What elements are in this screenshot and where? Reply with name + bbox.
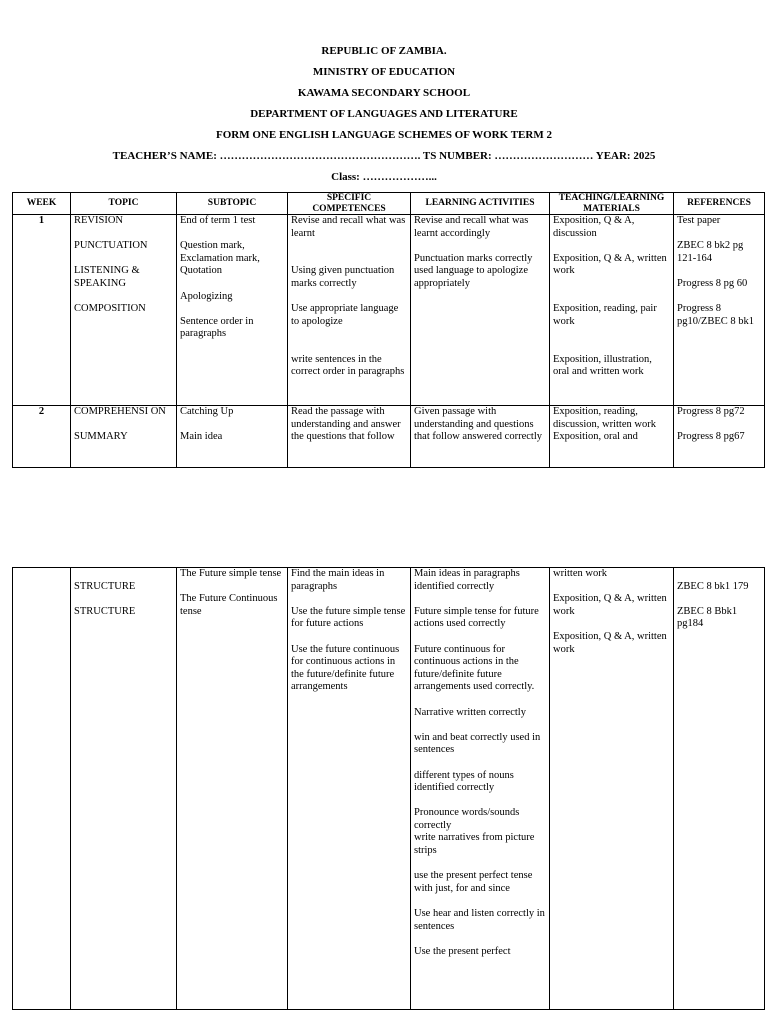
competence-item: Using given punctuation marks correctly <box>291 265 395 289</box>
scheme-table-2 <box>12 567 765 1010</box>
material-item: Exposition, reading, pair work <box>553 303 657 327</box>
material-item: Exposition, Q & A, written work <box>553 252 667 277</box>
col-header-references: REFERENCES <box>674 193 765 215</box>
subtopic-cell <box>177 568 288 1010</box>
subtopic-item: Sentence order in paragraphs <box>180 315 254 340</box>
material-item: Exposition, reading, discussion, written work <box>553 406 656 430</box>
references-cell <box>674 406 765 468</box>
activity-item: Narrative written correctly <box>414 706 526 718</box>
activity-item: Given passage with understanding and questions that follow answered correctly <box>414 406 542 443</box>
reference-item: ZBEC 8 bk1 179 <box>677 580 749 592</box>
subtopic-item: Apologizing <box>180 290 233 302</box>
activities-cell <box>411 568 550 1010</box>
reference-item: Progress 8 pg 60 <box>677 277 748 289</box>
topic-item: LISTENING & SPEAKING <box>74 265 140 289</box>
topic-item: STRUCTURE <box>74 605 136 617</box>
header-class-line: Class: ………………... <box>331 171 437 183</box>
activity-item: Future simple tense for future actions used correctly <box>414 605 539 630</box>
header-republic: REPUBLIC OF ZAMBIA. <box>321 45 447 57</box>
competence-item: Use appropriate language to apologize <box>291 303 399 327</box>
activity-item: use the present perfect tense with just, for and since <box>414 870 533 894</box>
activity-item: Main ideas in paragraphs identified correctly <box>414 568 520 592</box>
reference-item: Progress 8 pg10/ZBEC 8 bk1 <box>677 303 755 327</box>
table-row <box>13 406 765 468</box>
subtopic-item: Question mark, Exclamation mark, Quotation <box>180 240 260 277</box>
subtopic-cell <box>177 406 288 468</box>
competence-item: Use the future simple tense for future actions <box>291 605 406 630</box>
reference-item: Test paper <box>677 215 721 226</box>
week-cell: 1 <box>13 215 71 406</box>
reference-item: Progress 8 pg72 <box>677 406 745 417</box>
activity-item: Use the present perfect <box>414 945 511 957</box>
topic-item: COMPREHENSI ON <box>74 406 166 417</box>
reference-item: ZBEC 8 Bbk1 pg184 <box>677 605 738 630</box>
competence-item: Find the main ideas in paragraphs <box>291 568 385 592</box>
material-item: Exposition, illustration, oral and written work <box>553 353 652 378</box>
col-header-activities: LEARNING ACTIVITIES <box>411 193 550 215</box>
week-cell: 2 <box>13 406 71 468</box>
col-header-subtopic: SUBTOPIC <box>177 193 288 215</box>
competences-cell <box>288 215 411 406</box>
header-department: DEPARTMENT OF LANGUAGES AND LITERATURE <box>250 108 518 120</box>
topic-item: PUNCTUATION <box>74 240 148 252</box>
subtopic-item: Catching Up <box>180 406 234 417</box>
table-header-row <box>13 193 765 215</box>
materials-cell <box>550 215 674 406</box>
week-cell <box>13 568 71 1010</box>
topic-item: STRUCTURE <box>74 580 136 592</box>
header-ministry: MINISTRY OF EDUCATION <box>312 66 456 78</box>
activity-item: Revise and recall what was learnt accordingly <box>414 215 529 239</box>
material-item: Exposition, Q & A, discussion <box>553 215 635 239</box>
subtopic-item: Main idea <box>180 431 223 443</box>
references-cell <box>674 568 765 1010</box>
material-item: Exposition, Q & A, written work <box>553 593 667 617</box>
references-cell <box>674 215 765 406</box>
table-row <box>13 215 765 406</box>
subtopic-item: The Future Continuous tense <box>180 593 278 617</box>
competences-cell <box>288 406 411 468</box>
topic-cell <box>71 406 177 468</box>
scheme-table-1 <box>12 192 765 468</box>
topic-item: SUMMARY <box>74 431 128 443</box>
material-item: written work <box>553 568 607 579</box>
reference-item: Progress 8 pg67 <box>677 431 745 443</box>
materials-cell <box>550 568 674 1010</box>
col-header-competences: SPECIFIC COMPETENCES <box>288 193 411 215</box>
activities-cell <box>411 215 550 406</box>
activity-item: Use hear and listen correctly in sentences <box>414 908 545 932</box>
activity-item: Pronounce words/sounds correctly <box>414 807 520 831</box>
materials-cell <box>550 406 674 468</box>
topic-cell <box>71 568 177 1010</box>
topic-item: REVISION <box>74 215 123 226</box>
col-header-materials: TEACHING/LEARNING MATERIALS <box>550 193 674 215</box>
header-scheme-title: FORM ONE ENGLISH LANGUAGE SCHEMES OF WORK TERM 2 <box>216 129 552 141</box>
activities-cell <box>411 406 550 468</box>
competence-item: Read the passage with understanding and answer the questions that follow <box>291 406 401 443</box>
competence-item: Use the future continuous for continuous actions in the future/definite future arrangements <box>291 643 400 693</box>
subtopic-item: The Future simple tense <box>180 568 282 579</box>
competence-item: write sentences in the correct order in paragraphs <box>291 353 405 378</box>
topic-cell <box>71 215 177 406</box>
activity-item: Future continuous for continuous actions in the future/definite future arrangements used correctly. <box>414 643 535 693</box>
activity-item: win and beat correctly used in sentences <box>414 731 541 756</box>
material-item: Exposition, oral and <box>553 431 638 443</box>
col-header-week: WEEK <box>13 193 71 215</box>
subtopic-item: End of term 1 test <box>180 215 256 226</box>
subtopic-cell <box>177 215 288 406</box>
activity-item: write narratives from picture strips <box>414 832 535 857</box>
activity-item: different types of nouns identified correctly <box>414 769 514 794</box>
header-school: KAWAMA SECONDARY SCHOOL <box>297 87 471 99</box>
table-row <box>13 568 765 1010</box>
activity-item: Punctuation marks correctly used language to apologize appropriately <box>414 252 533 289</box>
competences-cell <box>288 568 411 1010</box>
material-item: Exposition, Q & A, written work <box>553 630 667 655</box>
competence-item: Revise and recall what was learnt <box>291 215 406 239</box>
reference-item: ZBEC 8 bk2 pg 121-164 <box>677 240 744 264</box>
header-teacher-line: TEACHER’S NAME: ………………………………………………. TS NUMBER: ……………………… YEAR: 2025 <box>112 150 656 162</box>
topic-item: COMPOSITION <box>74 303 146 315</box>
col-header-topic: TOPIC <box>71 193 177 215</box>
